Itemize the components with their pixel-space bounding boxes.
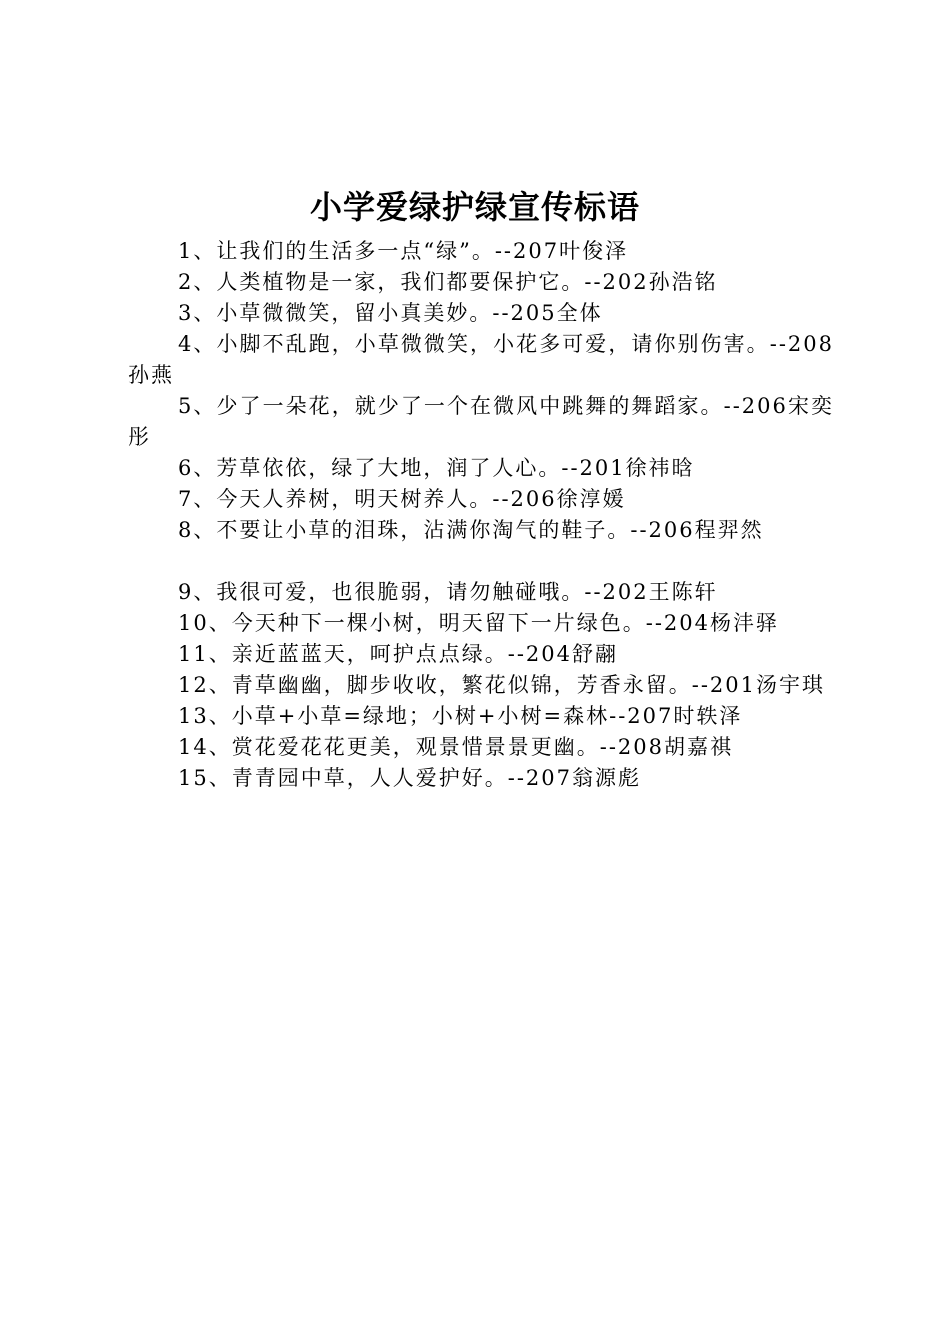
- slogan-line-11: 11、亲近蓝蓝天，呵护点点绿。--204舒翮: [178, 642, 618, 666]
- slogan-line-7: 7、今天人养树，明天树养人。--206徐淳媛: [178, 487, 626, 511]
- document-title: 小学爱绿护绿宣传标语: [309, 188, 640, 226]
- slogan-line-13: 13、小草+小草=绿地；小树+小树=森林--207时轶泽: [178, 704, 743, 728]
- slogan-line-4: 4、小脚不乱跑，小草微微笑，小花多可爱，请你别伤害。--208孙燕: [128, 332, 834, 387]
- slogan-line-1: 1、让我们的生活多一点“绿”。--207叶俊泽: [178, 239, 629, 263]
- slogan-line-2: 2、人类植物是一家，我们都要保护它。--202孙浩铭: [178, 270, 718, 294]
- slogan-line-15: 15、青青园中草，人人爱护好。--207翁源彪: [178, 766, 641, 790]
- slogan-line-12: 12、青草幽幽，脚步收收，繁花似锦，芳香永留。--201汤宇琪: [178, 673, 825, 697]
- slogan-line-5: 5、少了一朵花，就少了一个在微风中跳舞的舞蹈家。--206宋奕彤: [128, 394, 834, 449]
- slogan-line-14: 14、赏花爱花花更美，观景惜景景更幽。--208胡嘉祺: [178, 735, 733, 759]
- slogan-line-6: 6、芳草依依，绿了大地，润了人心。--201徐祎晗: [178, 456, 695, 480]
- slogan-line-10: 10、今天种下一棵小树，明天留下一片绿色。--204杨沣驿: [178, 611, 779, 635]
- slogan-line-3: 3、小草微微笑，留小真美妙。--205全体: [178, 301, 603, 325]
- blank-line: [128, 546, 834, 577]
- slogan-list: [128, 236, 834, 794]
- slogan-line-9: 9、我很可爱，也很脆弱，请勿触碰哦。--202王陈轩: [178, 580, 718, 604]
- slogan-line-8: 8、不要让小草的泪珠，沾满你淘气的鞋子。--206程羿然: [178, 518, 764, 542]
